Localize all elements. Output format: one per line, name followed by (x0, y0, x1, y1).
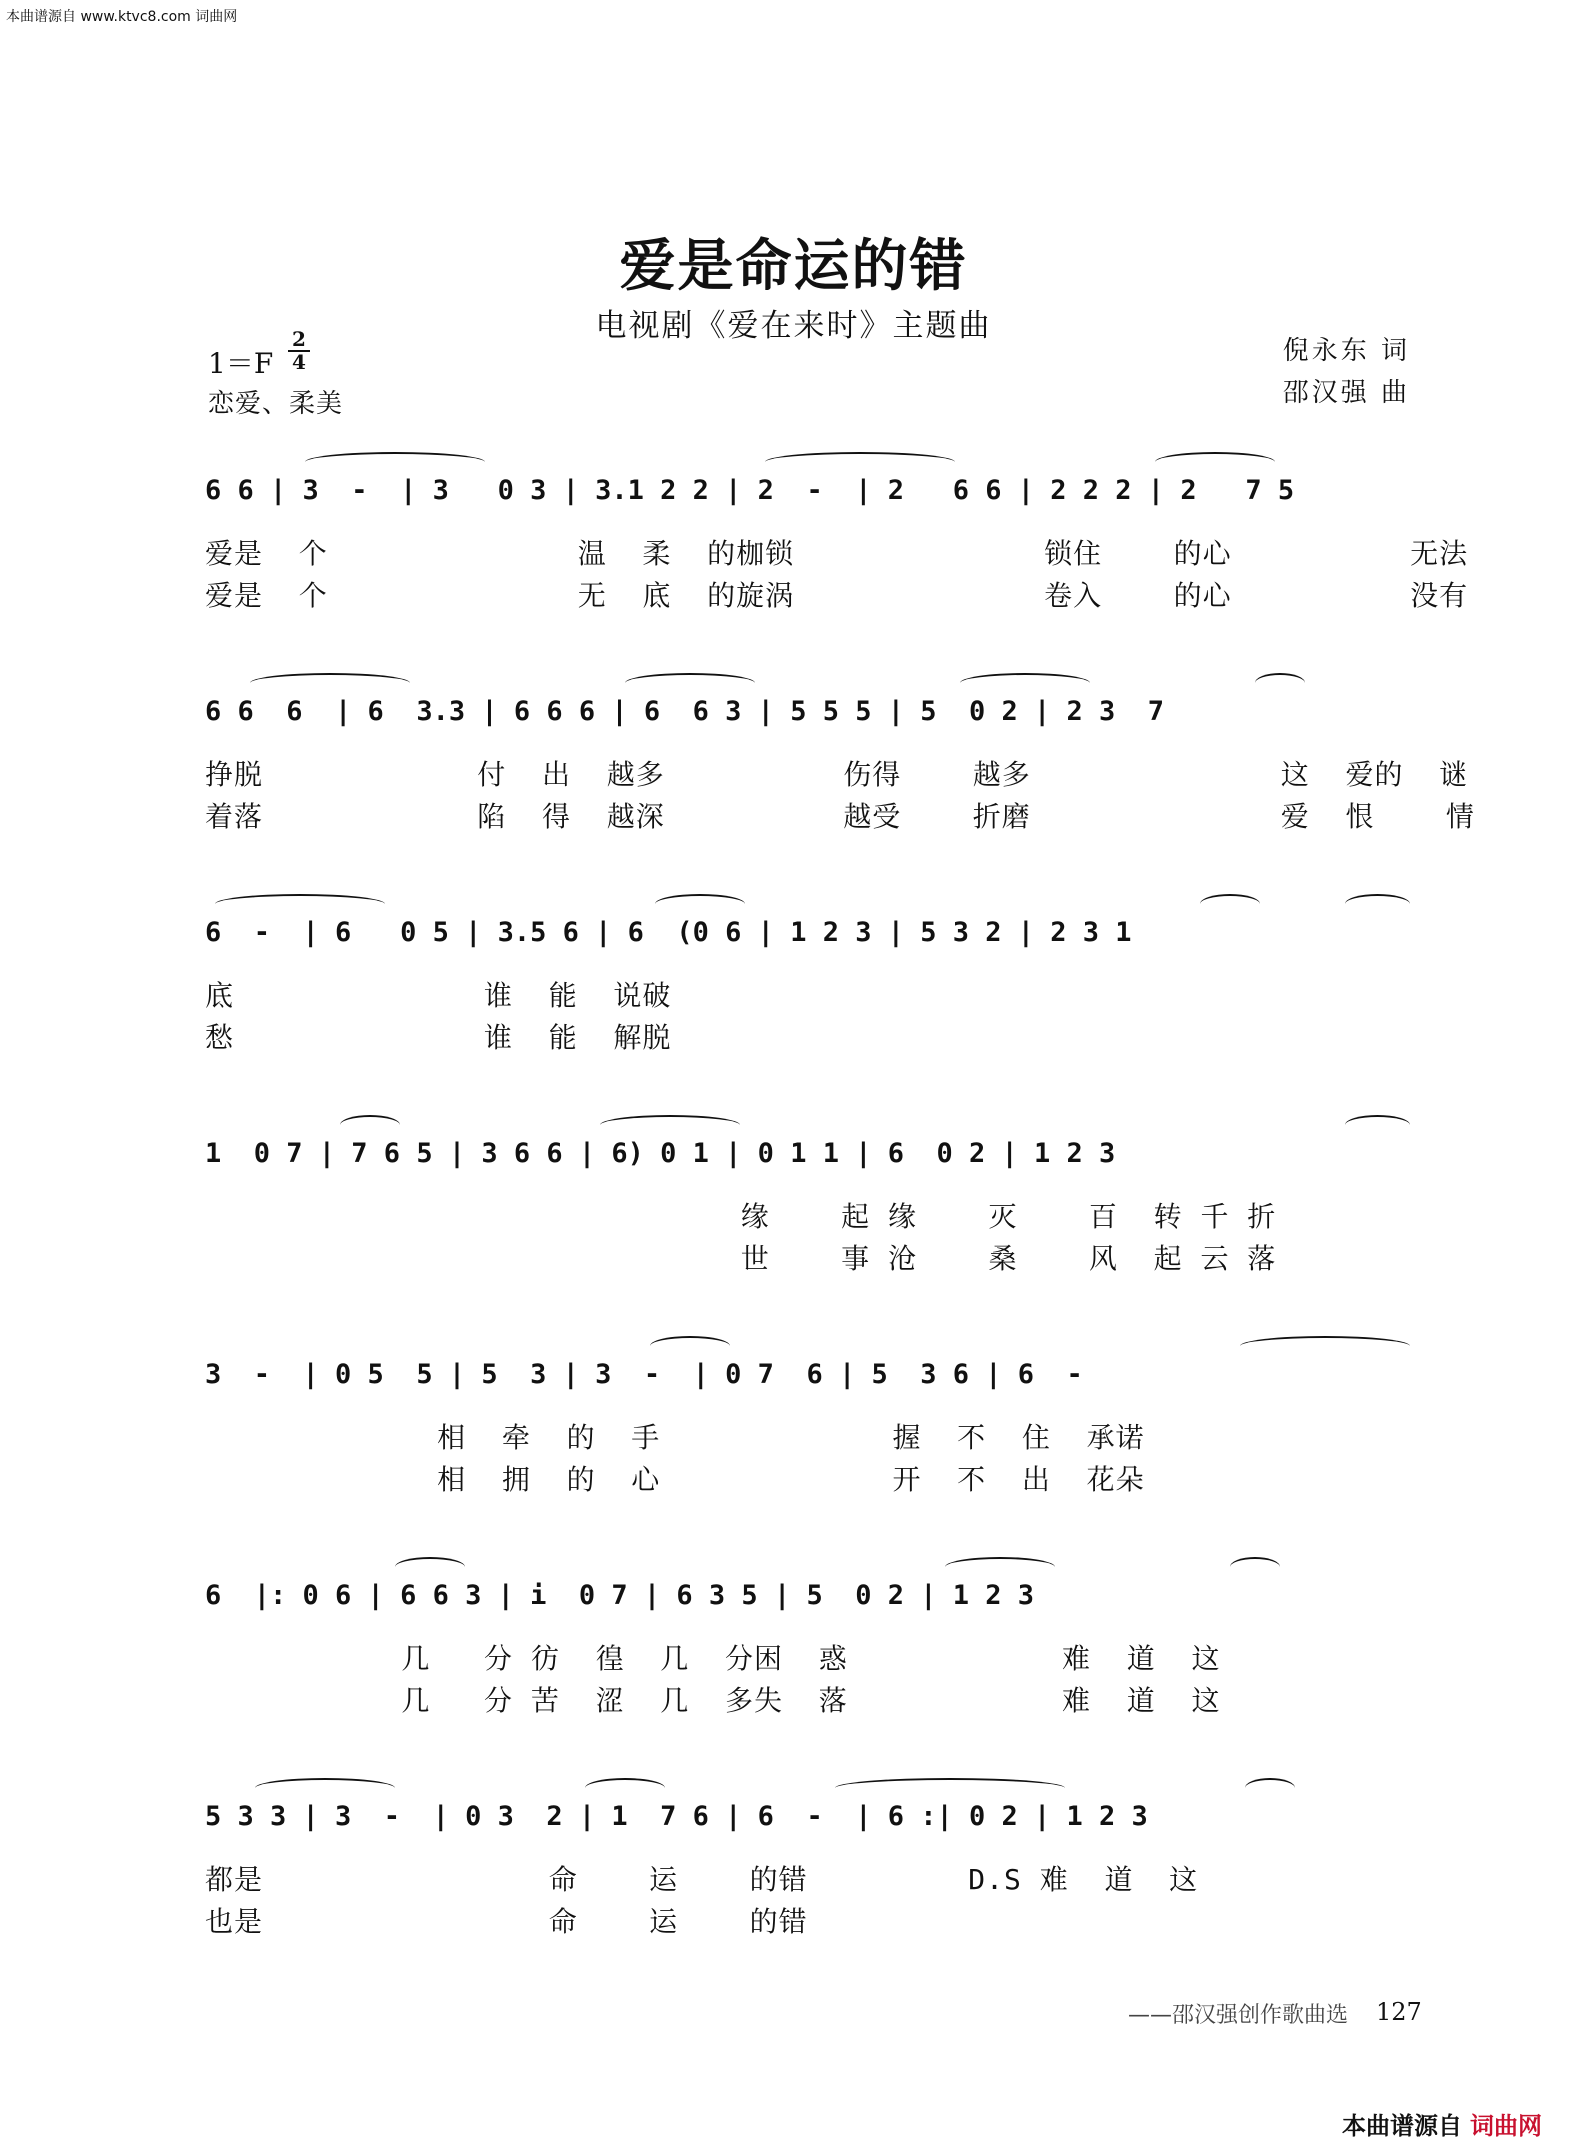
score-system-3 (0, 904, 1587, 1124)
song-title: 爱是命运的错 (619, 233, 968, 299)
score-system-6 (0, 1567, 1587, 1787)
time-signature (288, 327, 310, 374)
page-number: 127 (1376, 1998, 1422, 2026)
notation-row: 6 |: 0 6 | 6 6 3 | i 0 7 | 6 3 5 | 5 0 2 | 1 2 3 (205, 1580, 1035, 1611)
lyrics-verse-1: 几 分 彷 徨 几 分困 惑 难 道 这 (205, 1642, 1221, 1675)
source-label: 本曲谱源自 (1342, 2112, 1462, 2140)
lyrics-verse-2: 愁 谁 能 解脱 (205, 1021, 672, 1054)
lyrics-verse-1: 都是 命 运 的错 D.S 难 道 这 (205, 1863, 1199, 1896)
source-site-link[interactable]: 词曲网 (1470, 2112, 1542, 2140)
score-system-5 (0, 1346, 1587, 1566)
lyrics-verse-2: 也是 命 运 的错 (205, 1905, 808, 1938)
lyrics-verse-2: 爱是 个 无 底 的旋涡 卷入 的心 没有 (205, 579, 1469, 612)
watermark-text: 本曲谱源自 www.ktvc8.com 词曲网 (6, 9, 238, 25)
notation-row: 5 3 3 | 3 - | 0 3 2 | 1 7 6 | 6 - | 6 :| 0 2 | 1 2 3 (205, 1801, 1148, 1832)
notation-row: 1 0 7 | 7 6 5 | 3 6 6 | 6) 0 1 | 0 1 1 | 6 0 2 | 1 2 3 (205, 1138, 1116, 1169)
lyrics-verse-1: 爱是 个 温 柔 的枷锁 锁住 的心 无法 (205, 537, 1469, 570)
key-signature: 1＝F (208, 347, 274, 380)
lyrics-verse-1: 缘 起 缘 灭 百 转 千 折 (205, 1200, 1277, 1233)
song-subtitle: 电视剧《爱在来时》主题曲 (595, 308, 992, 344)
notation-row: 6 - | 6 0 5 | 3.5 6 | 6 (0 6 | 1 2 3 | 5 3 2 | 2 3 1 (205, 917, 1132, 948)
meter-top: 2 (292, 327, 306, 351)
meter-bottom: 4 (292, 350, 306, 374)
score-system-4 (0, 1125, 1587, 1345)
lyrics-verse-2: 世 事 沧 桑 风 起 云 落 (205, 1242, 1277, 1275)
lyrics-verse-2: 相 拥 的 心 开 不 出 花朵 (205, 1463, 1145, 1496)
lyrics-verse-1: 相 牵 的 手 握 不 住 承诺 (205, 1421, 1145, 1454)
notation-row: 3 - | 0 5 5 | 5 3 | 3 - | 0 7 6 | 5 3 6 | 6 - (205, 1359, 1083, 1390)
score-system-7 (0, 1788, 1587, 2008)
collection-title: ——邵汉强创作歌曲选 (1128, 2003, 1349, 2028)
lyrics-verse-2: 着落 陷 得 越深 越受 折磨 爱 恨 情 (205, 800, 1475, 833)
notation-row: 6 6 6 | 6 3.3 | 6 6 6 | 6 6 3 | 5 5 5 | 5 0 2 | 2 3 7 (205, 696, 1165, 727)
composer-credit: 邵汉强 曲 (1282, 378, 1410, 408)
lyricist-credit: 倪永东 词 (1282, 336, 1410, 366)
score-system-1 (0, 462, 1587, 682)
notation-row: 6 6 | 3 - | 3 0 3 | 3.1 2 2 | 2 - | 2 6 6 | 2 2 2 | 2 7 5 (205, 475, 1295, 506)
tempo-marking: 恋爱、柔美 (208, 389, 344, 419)
lyrics-verse-1: 底 谁 能 说破 (205, 979, 672, 1012)
score-system-2 (0, 683, 1587, 903)
lyrics-verse-1: 挣脱 付 出 越多 伤得 越多 这 爱的 谜 (205, 758, 1469, 791)
lyrics-verse-2: 几 分 苦 涩 几 多失 落 难 道 这 (205, 1684, 1221, 1717)
